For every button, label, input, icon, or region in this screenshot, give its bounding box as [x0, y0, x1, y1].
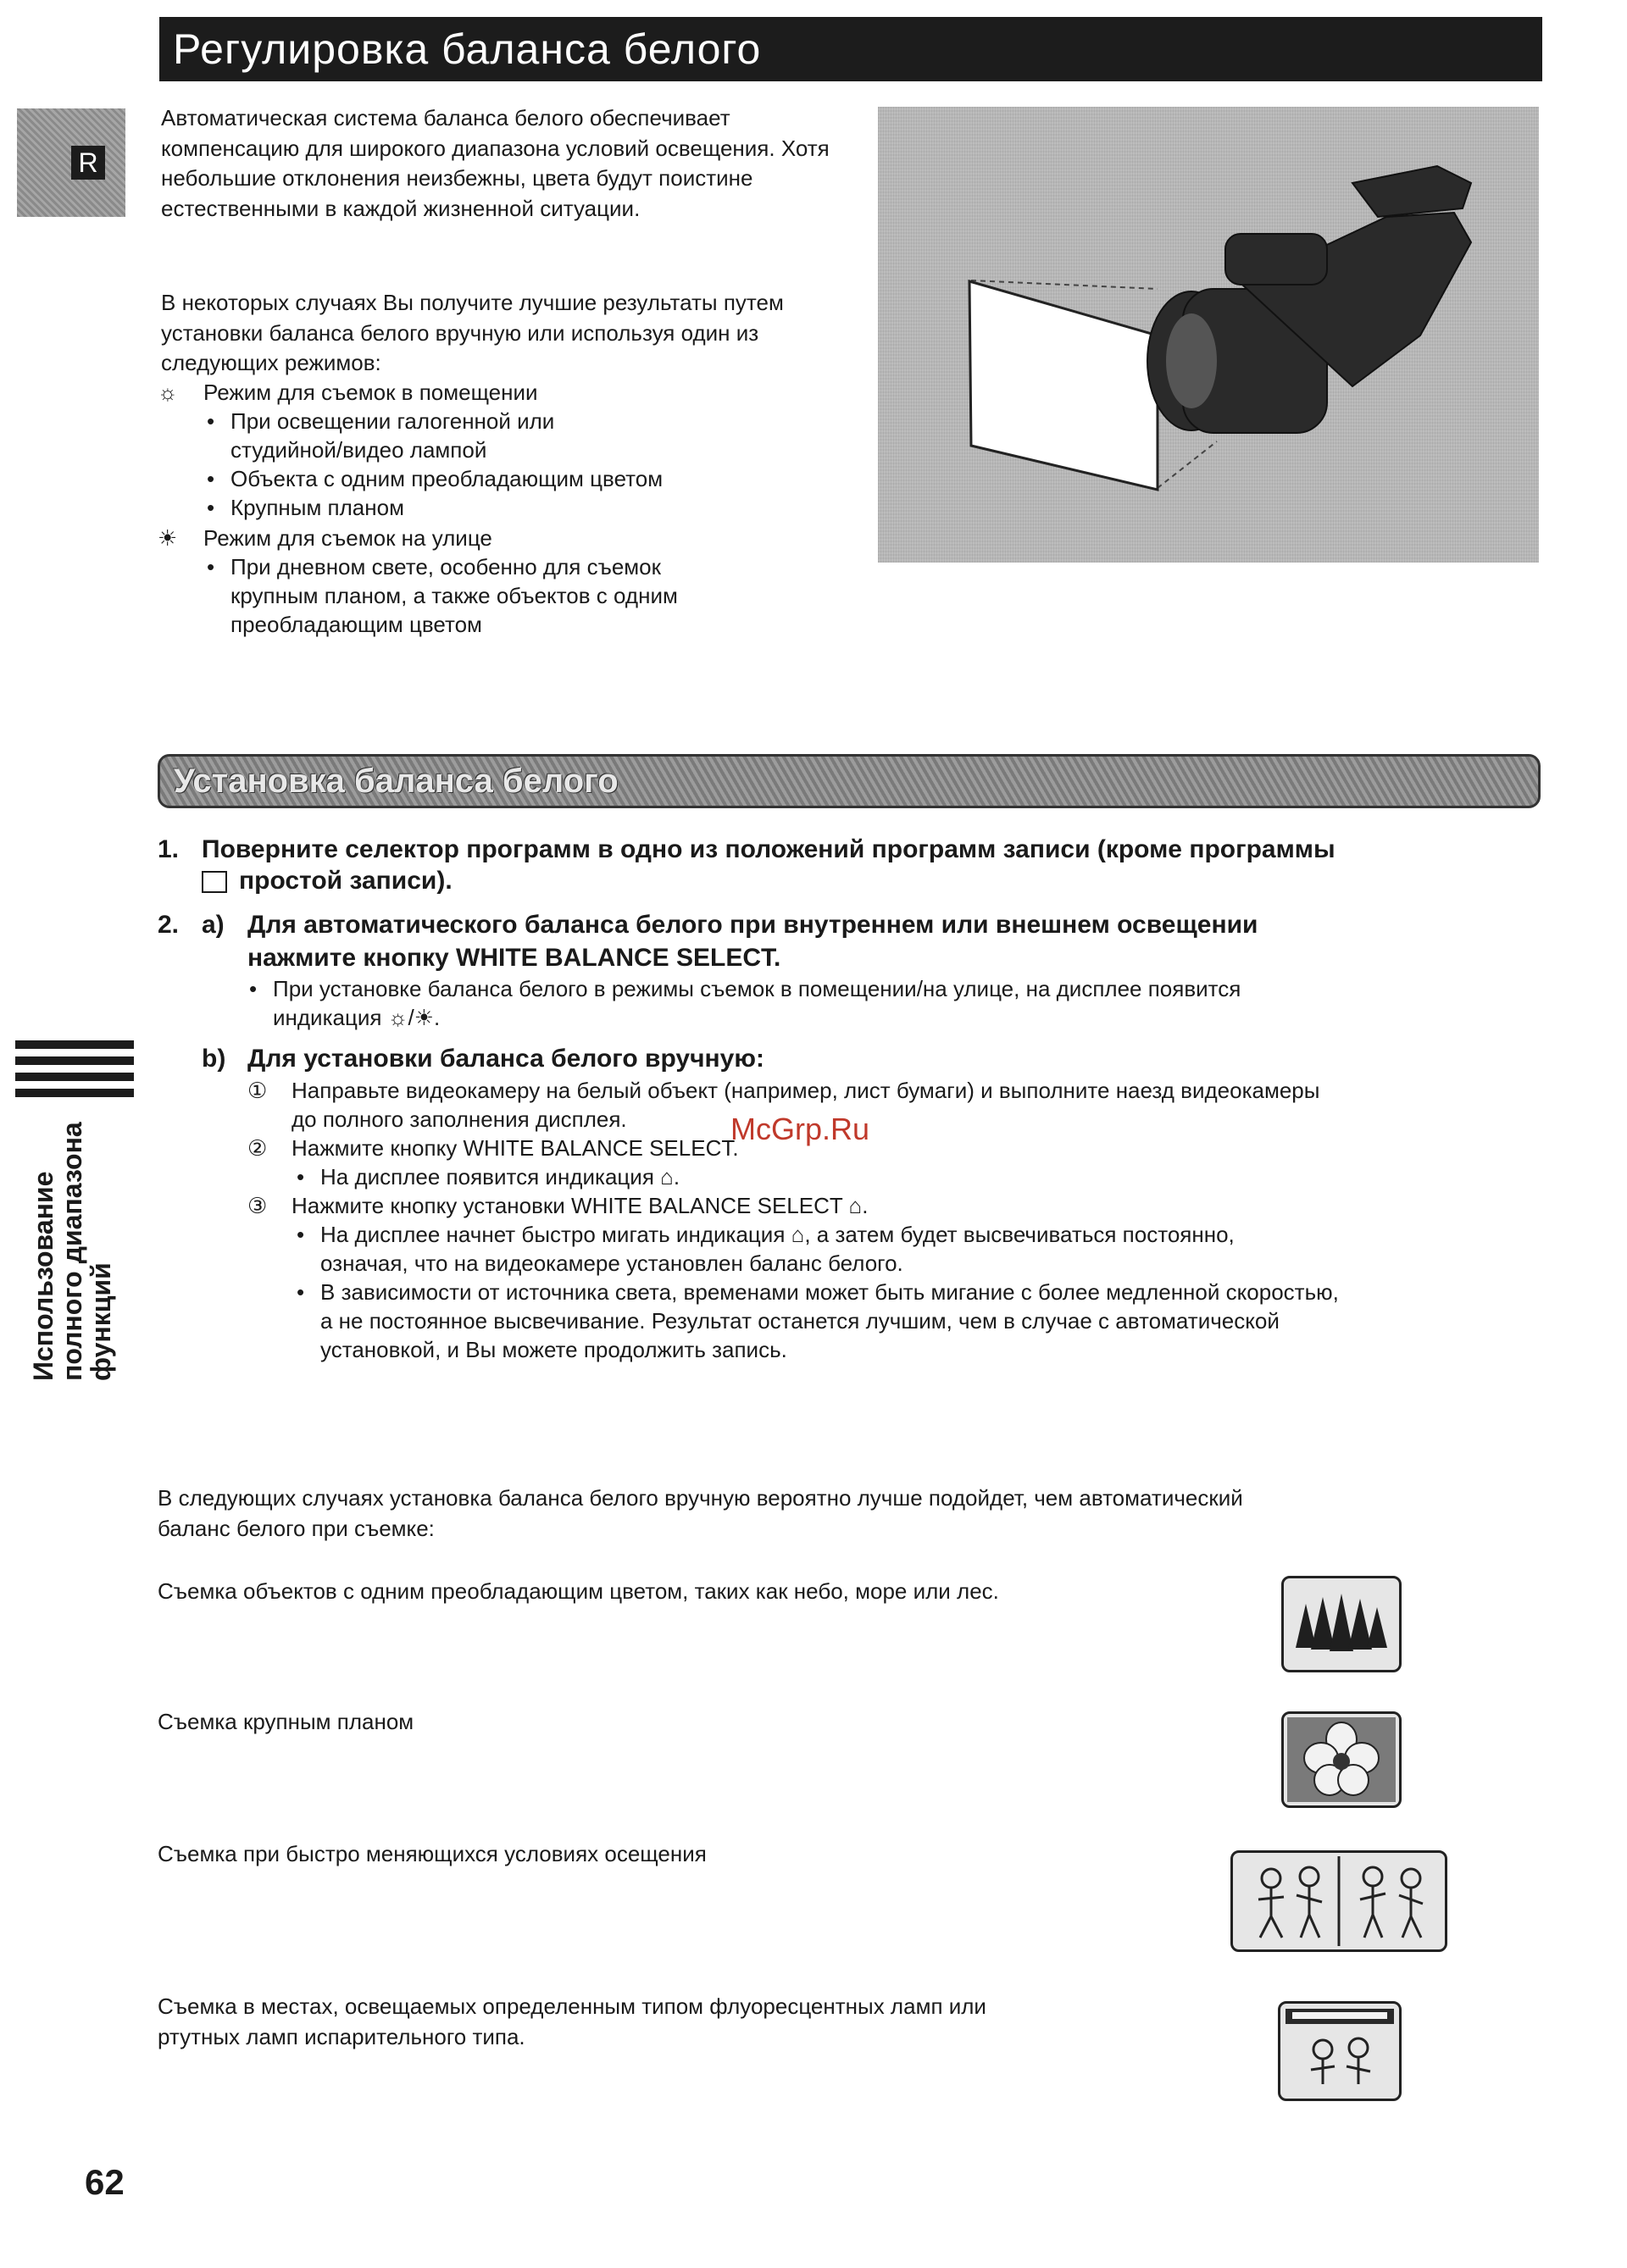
outdoor-item: преобладающим цветом — [230, 612, 482, 637]
substep-3-note-1: На дисплее начнет быстро мигать индикация ⌂, а затем будет высвечиваться постоянно, — [320, 1222, 1235, 1247]
camera-illustration — [878, 107, 1539, 563]
watermark: McGrp.Ru — [730, 1112, 870, 1146]
bullet: • — [297, 1164, 305, 1189]
indoor-mode-label: Режим для съемок в помещении — [203, 380, 538, 405]
indoor-item: Объекта с одним преобладающим цветом — [230, 466, 664, 491]
step-2a-text-2: нажмите кнопку WHITE BALANCE SELECT. — [247, 944, 781, 972]
section-header — [158, 754, 1541, 808]
fluorescent-thumbnail — [1278, 2001, 1402, 2101]
side-tab-line-1: Использование — [28, 1171, 58, 1381]
substep-3-note-2: В зависимости от источника света, временами может быть мигание с более медленной скоростью, — [320, 1279, 1339, 1305]
side-tab-stripes — [15, 1040, 134, 1105]
flower-icon — [1284, 1714, 1399, 1805]
circled-number-3: ③ — [247, 1193, 268, 1218]
step-2b-letter: b) — [202, 1045, 226, 1073]
case-item: ртутных ламп испарительного типа. — [158, 2024, 525, 2049]
circled-number-1: ① — [247, 1078, 268, 1103]
case-item: Съемка крупным планом — [158, 1709, 414, 1734]
substep-3-note-1b: означая, что на видеокамере установлен баланс белого. — [320, 1250, 903, 1276]
side-tab-label — [29, 1122, 115, 1381]
step-2-number: 2. — [158, 911, 180, 939]
bullet: • — [249, 976, 258, 1001]
people-icon — [1233, 1853, 1445, 1949]
camcorder-icon — [878, 107, 1539, 563]
case-item: Съемка в местах, освещаемых определенным типом флуоресцентных ламп или — [158, 1994, 986, 2019]
step-2a-note-2: индикация ☼/☀. — [273, 1005, 441, 1030]
substep-2-note: На дисплее появится индикация ⌂. — [320, 1164, 680, 1189]
substep-3-text: Нажмите кнопку установки WHITE BALANCE SELECT ⌂. — [292, 1193, 869, 1218]
bullet: • — [207, 466, 215, 491]
page-number: 62 — [85, 2162, 125, 2202]
step-2a-letter: a) — [202, 911, 225, 939]
cases-intro: В следующих случаях установка баланса белого вручную вероятно лучше подойдет, чем автоматический — [158, 1485, 1243, 1511]
bullet: • — [207, 408, 215, 434]
simple-mode-icon — [202, 871, 227, 893]
bullet: • — [297, 1222, 305, 1247]
outdoor-mode-icon: ☀ — [158, 525, 178, 551]
flower-thumbnail — [1281, 1711, 1402, 1808]
step-2b-title: Для установки баланса белого вручную: — [247, 1045, 764, 1073]
dancers-thumbnail — [1230, 1850, 1447, 1952]
side-tab-line-3: функций — [86, 1262, 116, 1381]
indoor-item: Крупным планом — [230, 495, 404, 520]
case-item: Съемка при быстро меняющихся условиях осещения — [158, 1841, 707, 1866]
substep-1-text: Направьте видеокамеру на белый объект (например, лист бумаги) и выполните наезд видеокамеры — [292, 1078, 1320, 1103]
lamp-scene-icon — [1280, 2004, 1399, 2099]
intro-paragraph-1: Автоматическая система баланса белого обеспечивает компенсацию для широкого диапазона условий освещения. Хотя небольшие отклонения неизбежны, цвета будут поистине естественными в каждой жизненной ситуации. — [161, 105, 830, 221]
step-2a-note: При установке баланса белого в режимы съемок в помещении/на улице, на дисплее появится — [273, 976, 1241, 1001]
indoor-item: студийной/видео лампой — [230, 437, 487, 463]
step-1-text: Поверните селектор программ в одно из положений программ записи (кроме программы — [202, 835, 1335, 863]
language-tab — [17, 108, 125, 217]
intro-paragraph-2: В некоторых случаях Вы получите лучшие результаты путем установки баланса белого вручную или используя один из следующих режимов: — [161, 290, 784, 375]
substep-1-text-2: до полного заполнения дисплея. — [292, 1106, 627, 1132]
bullet: • — [297, 1279, 305, 1305]
substep-2-text: Нажмите кнопку WHITE BALANCE SELECT. — [292, 1135, 739, 1161]
forest-thumbnail — [1281, 1576, 1402, 1672]
step-2a-text: Для автоматического баланса белого при внутреннем или внешнем освещении — [247, 911, 1258, 939]
step-1-text-2: простой записи). — [239, 867, 453, 895]
indoor-item: При освещении галогенной или — [230, 408, 555, 434]
page-title: Регулировка баланса белого — [159, 17, 1542, 81]
case-item: Съемка объектов с одним преобладающим цветом, таких как небо, море или лес. — [158, 1578, 999, 1604]
substep-3-note-2b: а не постоянное высвечивание. Результат останется лучшим, чем в случае с автоматической — [320, 1308, 1280, 1334]
side-tab-line-2: полного диапазона — [57, 1122, 87, 1381]
language-tab-letter: R — [71, 146, 105, 180]
outdoor-item: крупным планом, а также объектов с одним — [230, 583, 678, 608]
outdoor-mode-label: Режим для съемок на улице — [203, 525, 492, 551]
forest-icon — [1284, 1578, 1399, 1670]
cases-intro-2: баланс белого при съемке: — [158, 1516, 435, 1541]
substep-3-note-2c: установкой, и Вы можете продолжить запись. — [320, 1337, 787, 1362]
indoor-mode-icon: ☼ — [158, 380, 178, 405]
step-1-number: 1. — [158, 835, 180, 863]
circled-number-2: ② — [247, 1135, 268, 1161]
bullet: • — [207, 495, 215, 520]
outdoor-item: При дневном свете, особенно для съемок — [230, 554, 661, 579]
section-title: Установка баланса белого — [174, 762, 619, 800]
bullet: • — [207, 554, 215, 579]
